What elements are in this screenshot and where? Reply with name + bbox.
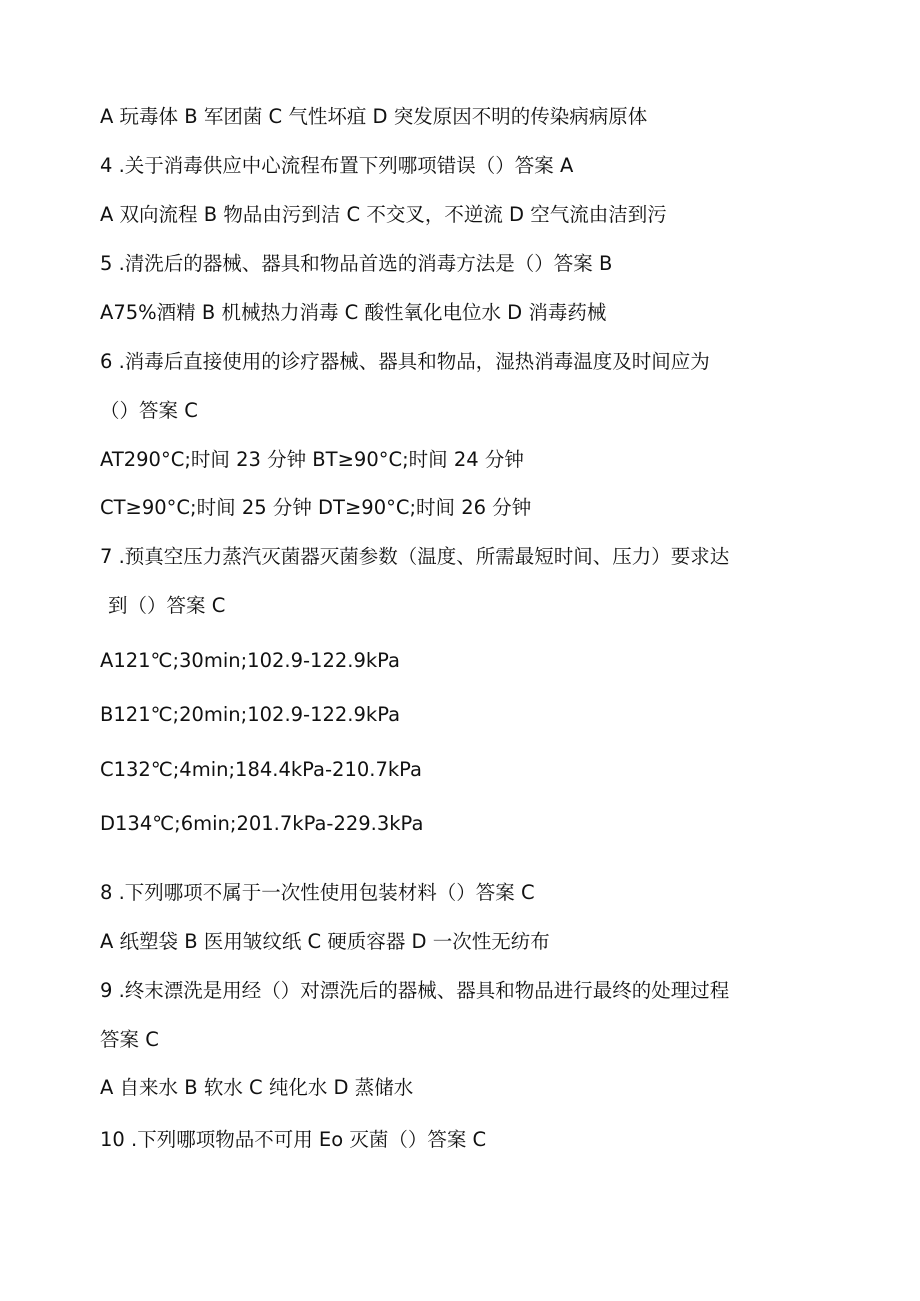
text-line: CT≥90°C;时间 25 分钟 DT≥90°C;时间 26 分钟 [100,496,532,519]
text-line: D134℃;6min;201.7kPa-229.3kPa [100,812,424,835]
question-4: 4 .关于消毒供应中心流程布置下列哪项错误（）答案 A [100,154,574,177]
text-line: A 玩毒体 B 军团菌 C 气性坏疽 D 突发原因不明的传染病病原体 [100,105,648,128]
text-line: C132℃;4min;184.4kPa-210.7kPa [100,758,422,781]
text-line: （）答案 C [100,399,198,422]
text-line: AT290°C;时间 23 分钟 BT≥90°C;时间 24 分钟 [100,448,524,471]
question-5: 5 .清洗后的器械、器具和物品首选的消毒方法是（）答案 B [100,252,613,275]
question-8: 8 .下列哪项不属于一次性使用包装材料（）答案 C [100,881,535,904]
text-line: 到（）答案 C [108,594,226,617]
text-line: A121℃;30min;102.9-122.9kPa [100,649,400,672]
text-line: B121℃;20min;102.9-122.9kPa [100,703,401,726]
text-line: A 自来水 B 软水 C 纯化水 D 蒸储水 [100,1076,414,1099]
question-10: 10 .下列哪项物品不可用 Eo 灭菌（）答案 C [100,1128,487,1151]
question-6: 6 .消毒后直接使用的诊疗器械、器具和物品，湿热消毒温度及时间应为 [100,350,710,373]
text-line: A75%酒精 B 机械热力消毒 C 酸性氧化电位水 D 消毒药械 [100,301,607,324]
question-9: 9 .终末漂洗是用经（）对漂洗后的器械、器具和物品进行最终的处理过程 [100,979,730,1002]
question-7: 7 .预真空压力蒸汽灭菌器灭菌参数（温度、所需最短时间、压力）要求达 [100,545,730,568]
text-line: 答案 C [100,1028,159,1051]
text-line: A 双向流程 B 物品由污到洁 C 不交叉，不逆流 D 空气流由洁到污 [100,203,667,226]
text-line: A 纸塑袋 B 医用皱纹纸 C 硬质容器 D 一次性无纺布 [100,930,550,953]
